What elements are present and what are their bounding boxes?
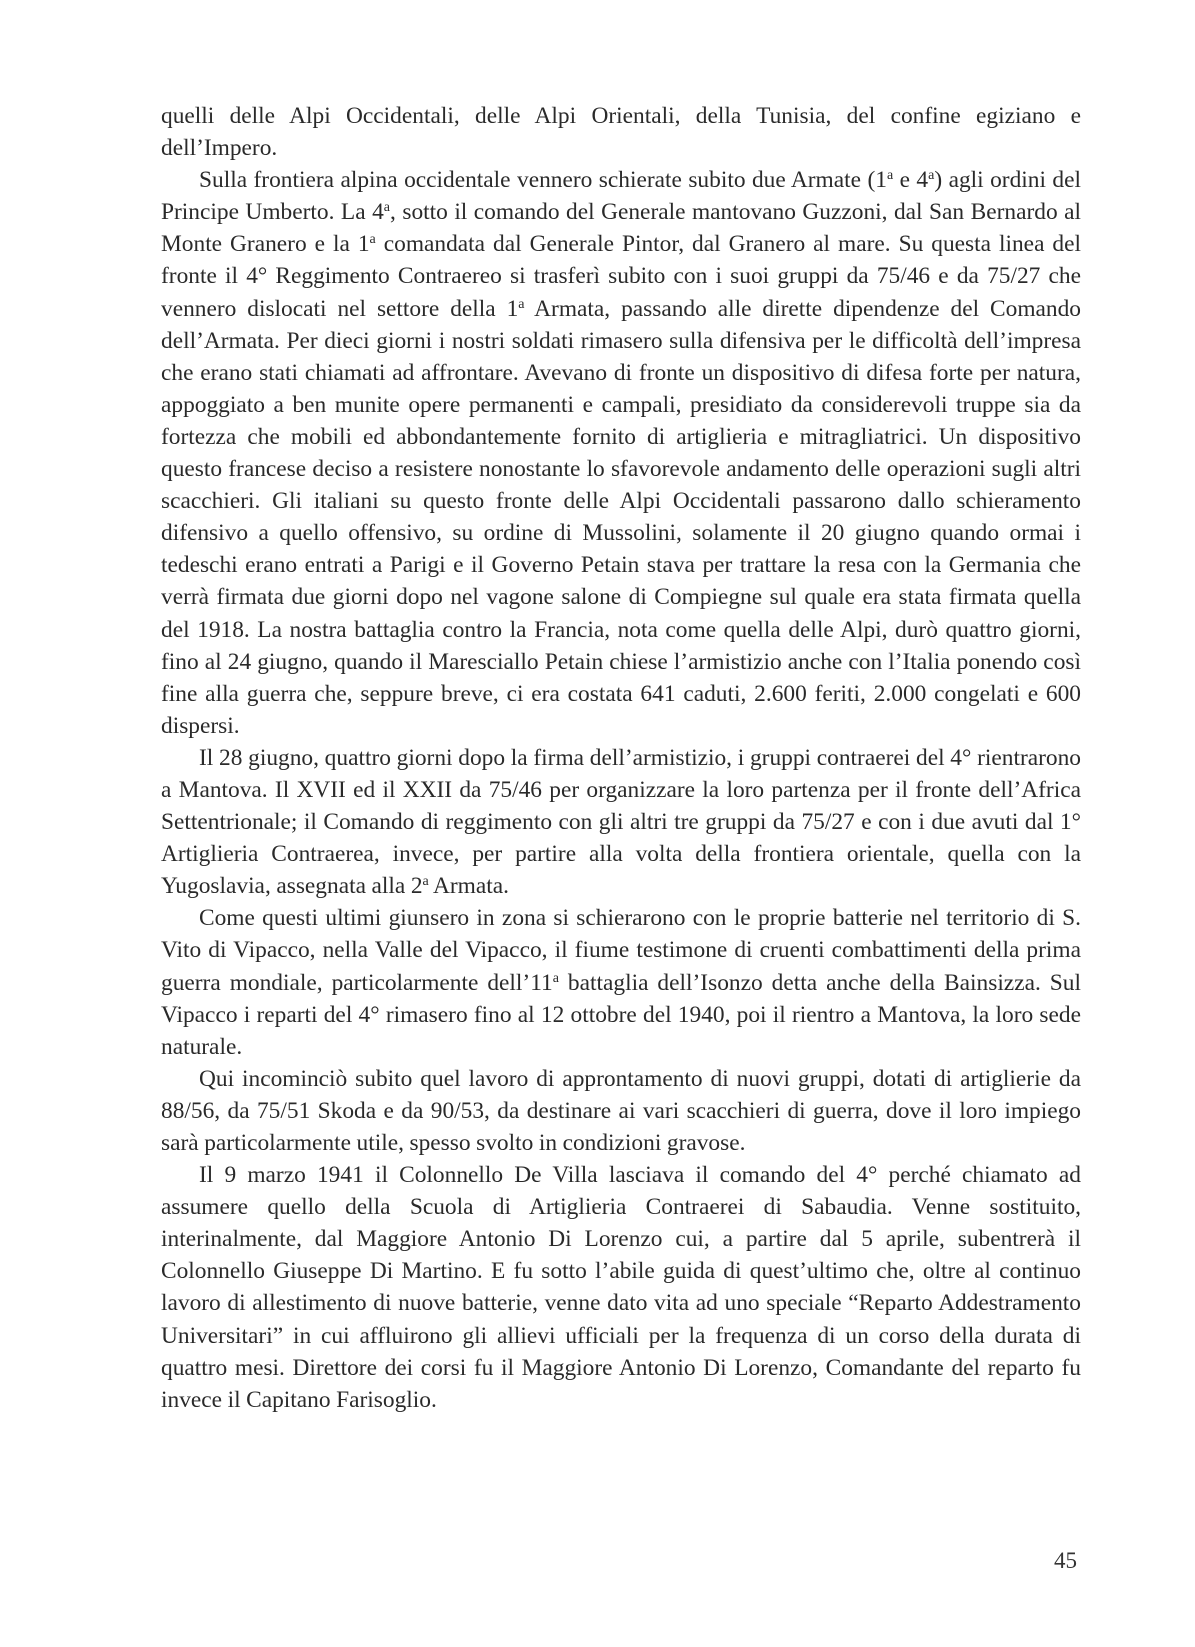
text-segment: Il 28 giugno, quattro giorni dopo la firma dell’armistizio, i gruppi contraerei del 4° rientrarono a Mantova. Il XVII ed il XXII da 75/46 per organizzare la loro partenza per il fronte dell’Africa Settentrionale; il Comando di reggimento con gli altri tre gruppi da 75/27 e con i due avuti dal 1° Artiglieria Contraerea, invece, per partire alla volta della frontiera orientale, quella con la Yugoslavia, assegnata alla 2 [161,744,1081,900]
text-segment: battaglia dell’Isonzo detta anche della Bainsizza. Sul Vipacco i reparti del 4° rimasero fino al 12 ottobre del 1940, poi il rientro a Mantova, la loro sede naturale. [161,969,1081,1060]
superscript-ordinal: a [552,970,559,986]
paragraph-1 [161,100,1081,164]
text-segment: Armata. [428,873,509,900]
text-segment: Come questi ultimi giunsero in zona si schierarono con le proprie batterie nel territorio di S. Vito di Vipacco, nella Valle del Vipacco, il fiume testimone di cruenti combattimenti della prima guerra mondiale, particolarmente dell’11 [161,905,1081,996]
superscript-ordinal: a [383,200,390,216]
page-number: 45 [1054,1548,1077,1573]
text-segment: comandata dal Generale Pintor, dal Granero al mare. Su questa linea del fronte il 4° Reggimento Contraereo si trasferì subito con i suoi gruppi da 75/46 e da 75/27 che vennero dislocati nel settore della 1 [161,231,1081,322]
paragraph-5 [161,1063,1081,1159]
superscript-ordinal: a [886,168,894,184]
text-segment: e 4 [893,167,929,194]
paragraph-4 [161,902,1081,1062]
superscript-ordinal: a [369,232,376,248]
text-segment: , sotto il comando del Generale mantovano Guzzoni, dal San Bernardo al Monte Granero e la 1 [161,199,1082,258]
page-body [161,100,1081,1416]
text-segment: Sulla frontiera alpina occidentale vennero schierate subito due Armate (1 [199,167,887,194]
text-segment: Qui incominciò subito quel lavoro di approntamento di nuovi gruppi, dotati di artiglierie da 88/56, da 75/51 Skoda e da 90/53, da destinare ai vari scacchieri di guerra, dove il loro impiego sarà particolarmente utile, spesso svolto in condizioni gravose. [161,1065,1081,1156]
superscript-ordinal: a [928,168,935,184]
text-segment: Il 9 marzo 1941 il Colonnello De Villa lasciava il comando del 4° perché chiamato ad assumere quello della Scuola di Artiglieria Contraerei di Sabaudia. Venne sostituito, interinalmente, dal Maggiore Antonio Di Lorenzo cui, a partire dal 5 aprile, subentrerà il Colonnello Giuseppe Di Martino. E fu sotto l’abile guida di quest’ultimo che, oltre al continuo lavoro di allestimento di nuove batterie, venne dato vita ad uno speciale “Reparto Addestramento Universitari” in cui affluirono gli allievi ufficiali per la frequenza di un corso della durata di quattro mesi. Direttore dei corsi fu il Maggiore Antonio Di Lorenzo, Comandante del reparto fu invece il Capitano Farisoglio. [161,1162,1081,1413]
text-segment: ) agli ordini del Principe Umberto. La 4 [161,167,1081,226]
text-segment: Armata, passando alle dirette dipendenze del Comando dell’Armata. Per dieci giorni i nostri soldati rimasero sulla difensiva per le difficoltà dell’impresa che erano stati chiamati ad affrontare. Avevano di fronte un dispositivo di difesa forte per natura, appoggiato a ben munite opere permanenti e campali, presidiato da considerevoli truppe sia da fortezza che mobili ed abbondantemente fornito di artiglieria e mitragliatrici. Un dispositivo questo francese deciso a resistere nonostante lo sfavorevole andamento delle operazioni sugli altri scacchieri. Gli italiani su questo fronte delle Alpi Occidentali passarono dallo schieramento difensivo a quello offensivo, su ordine di Mussolini, solamente il 20 giugno quando ormai i tedeschi erano entrati a Parigi e il Governo Petain stava per trattare la resa con la Germania che verrà firmata due giorni dopo nel vagone salone di Compiegne sul quale era stata firmata quella del 1918. La nostra battaglia contro la Francia, nota come quella delle Alpi, durò quattro giorni, fino al 24 giugno, quando il Maresciallo Petain chiese l’armistizio anche con l’Italia ponendo così fine alla guerra che, seppure breve, ci era costata 641 caduti, 2.600 feriti, 2.000 congelati e 600 dispersi. [161,295,1081,739]
text-segment: quelli delle Alpi Occidentali, delle Alpi Orientali, della Tunisia, del confine egiziano e dell’Impero. [161,103,1081,162]
paragraph-6 [161,1159,1081,1416]
superscript-ordinal: a [422,874,429,890]
paragraph-2 [161,164,1081,742]
superscript-ordinal: a [518,296,525,312]
paragraph-3 [161,742,1081,902]
